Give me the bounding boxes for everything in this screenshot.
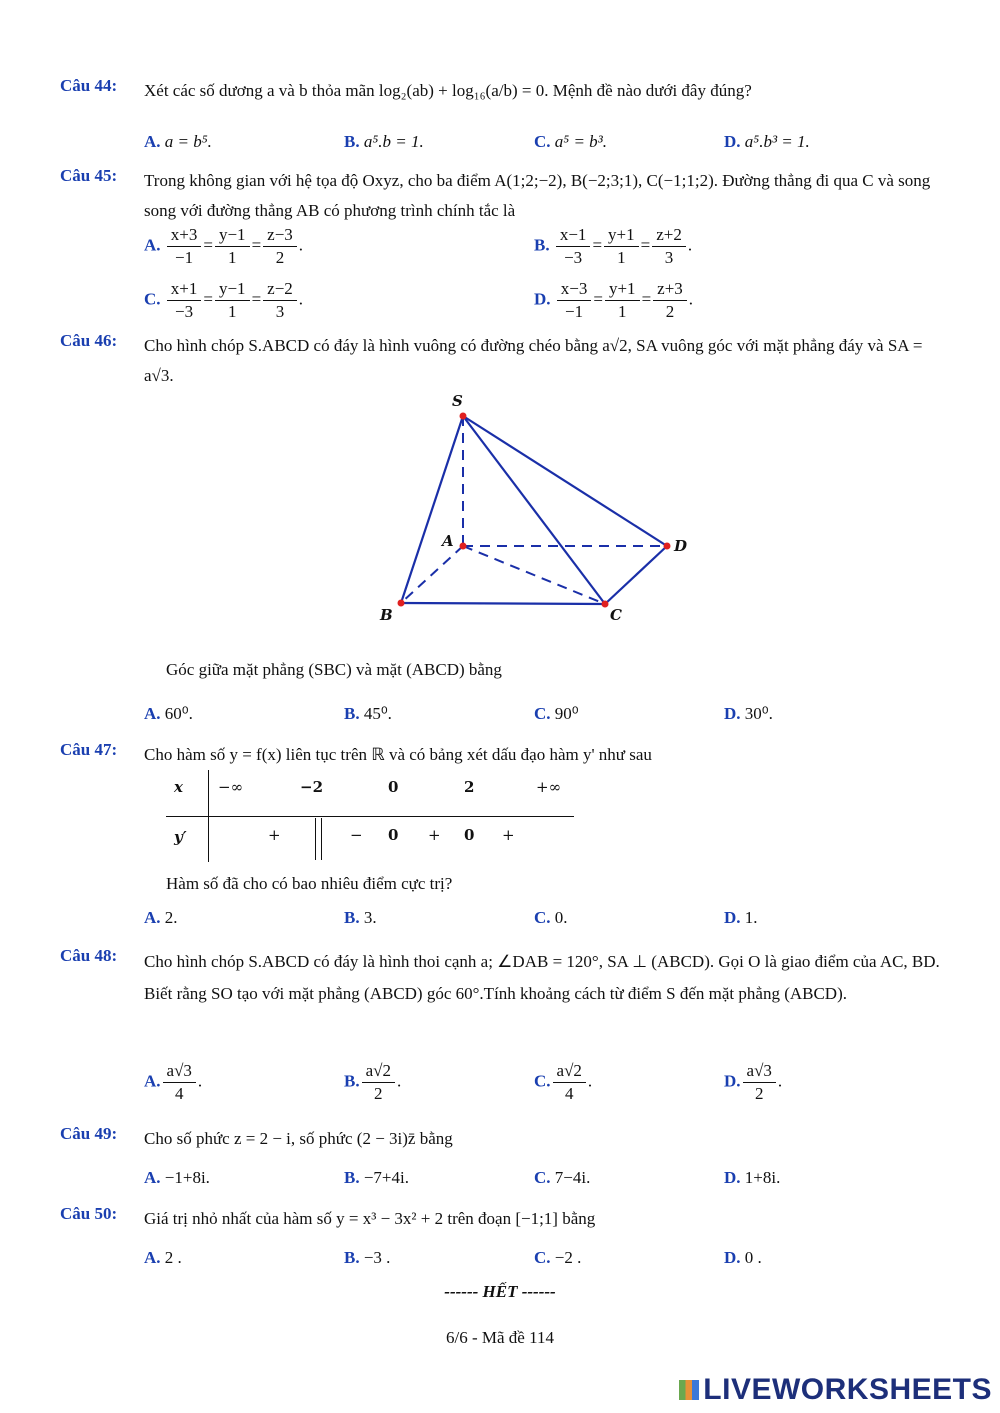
question-46-prompt: Góc giữa mặt phẳng (SBC) và mặt (ABCD) bằng	[166, 660, 502, 679]
option-a[interactable]: A. 2.	[144, 908, 178, 927]
label-c: C	[610, 606, 622, 624]
option-b[interactable]: B. 3.	[344, 908, 377, 927]
option-d[interactable]: D. $\frac{a√3}{2}$ .	[724, 1061, 783, 1103]
question-label: Câu 50:	[60, 1204, 118, 1223]
question-text: Cho số phức z = 2 − i, số phức (2 − 3i)z̄ bằng	[144, 1129, 453, 1148]
option-b[interactable]: B. −3 .	[344, 1248, 391, 1267]
option-d[interactable]: D. 1.	[724, 908, 758, 927]
option-a[interactable]: A. $\frac{a√3}{4}$ .	[144, 1061, 203, 1103]
option-c[interactable]: C. $\frac{a√2}{4}$ .	[534, 1061, 593, 1103]
row-label-x: x	[174, 778, 183, 796]
option-b[interactable]: B. −7+4i.	[344, 1168, 409, 1187]
sign: 0	[388, 826, 399, 844]
sign: +	[502, 826, 515, 844]
edge-bc	[401, 603, 605, 604]
question-label: Câu 47:	[60, 740, 118, 759]
option-b[interactable]: B. a⁵.b = 1.	[344, 132, 424, 151]
point-a	[460, 543, 467, 550]
options-48	[144, 1060, 944, 1112]
options-45-row1	[144, 224, 944, 274]
option-c[interactable]: C. a⁵ = b³.	[534, 132, 608, 151]
question-text: Cho hàm số y = f(x) liên tục trên ℝ và có bảng xét dấu đạo hàm y' như sau	[144, 745, 652, 764]
option-c[interactable]: C. 7−4i.	[534, 1168, 591, 1187]
label-d: D	[674, 537, 688, 555]
liveworksheets-logo: LIVEWORKSHEETS	[679, 1373, 992, 1407]
question-label: Câu 46:	[60, 331, 118, 350]
options-44	[144, 132, 944, 158]
sign: 0	[464, 826, 475, 844]
x-value: +∞	[536, 778, 562, 796]
label-s: S	[452, 392, 463, 410]
question-label: Câu 49:	[60, 1124, 118, 1143]
option-d[interactable]: D. a⁵.b³ = 1.	[724, 132, 810, 151]
option-d[interactable]: D. $\frac{x-3}{-1}$ = $\frac{y+1}{1}$ = $\frac{z+3}{2}$ .	[534, 279, 694, 321]
option-a[interactable]: A. −1+8i.	[144, 1168, 210, 1187]
options-47	[144, 908, 944, 934]
sign: +	[268, 826, 281, 844]
question-text: Cho hình chóp S.ABCD có đáy là hình vuông có đường chéo bằng a√2, SA vuông góc với mặt phẳng đáy và SA = a√3.	[144, 336, 923, 385]
pyramid-figure	[370, 388, 700, 628]
sign-table	[166, 770, 574, 862]
option-b[interactable]: B. $\frac{a√2}{2}$ .	[344, 1061, 402, 1103]
option-a[interactable]: A. 60⁰.	[144, 704, 193, 723]
option-d[interactable]: D. 1+8i.	[724, 1168, 781, 1187]
question-label: Câu 44:	[60, 76, 118, 95]
option-c[interactable]: C. −2 .	[534, 1248, 582, 1267]
options-50	[144, 1248, 944, 1274]
option-b[interactable]: B. 45⁰.	[344, 704, 392, 723]
row-label-y: y′	[174, 828, 187, 846]
x-value: 2	[464, 778, 475, 796]
option-c[interactable]: C. $\frac{x+1}{-3}$ = $\frac{y-1}{1}$ = $\frac{z-2}{3}$ .	[144, 279, 304, 321]
x-value: 0	[388, 778, 399, 796]
option-d[interactable]: D. 30⁰.	[724, 704, 773, 723]
label-b: B	[380, 606, 393, 624]
x-value: −2	[300, 778, 324, 796]
option-a[interactable]: A. $\frac{x+3}{-1}$ = $\frac{y-1}{1}$ = $\frac{z-3}{2}$ .	[144, 225, 304, 267]
options-46	[144, 704, 944, 730]
logo-icon	[679, 1380, 699, 1400]
question-text: Xét các số dương a và b thỏa mãn log₂(ab) + log₁₆(a/b) = 0. Mệnh đề nào dưới đây đúng?	[144, 81, 752, 100]
option-a[interactable]: A. 2 .	[144, 1248, 182, 1267]
sign: −	[350, 826, 363, 844]
question-text: Giá trị nhỏ nhất của hàm số y = x³ − 3x² + 2 trên đoạn [−1;1] bằng	[144, 1209, 596, 1228]
end-marker: ------ HẾT ------	[444, 1282, 556, 1301]
point-s	[460, 413, 467, 420]
edge-sd	[463, 416, 667, 546]
option-c[interactable]: C. 90⁰	[534, 704, 579, 723]
options-45-row2	[144, 278, 944, 328]
question-text: Cho hình chóp S.ABCD có đáy là hình thoi cạnh a; ∠DAB = 120°, SA ⊥ (ABCD). Gọi O là giao điểm của AC, BD. Biết rằng SO tạo với mặt phẳng (ABCD) góc 60°.Tính khoảng cách từ điểm S đến mặt phẳng (ABCD).	[144, 952, 940, 1003]
edge-cd	[605, 546, 667, 604]
question-label: Câu 45:	[60, 166, 118, 185]
question-text: Trong không gian với hệ tọa độ Oxyz, cho ba điểm A(1;2;−2), B(−2;3;1), C(−1;1;2). Đường thẳng đi qua C và song song với đường thẳng AB có phương trình chính tắc là	[144, 171, 931, 220]
point-b	[398, 600, 405, 607]
sign: +	[428, 826, 441, 844]
option-a[interactable]: A. a = b⁵.	[144, 132, 212, 151]
option-c[interactable]: C. 0.	[534, 908, 568, 927]
point-c	[602, 601, 609, 608]
label-a: A	[442, 532, 454, 550]
point-d	[664, 543, 671, 550]
x-value: −∞	[218, 778, 244, 796]
question-47-prompt: Hàm số đã cho có bao nhiêu điểm cực trị?	[166, 874, 453, 893]
page-footer: 6/6 - Mã đề 114	[446, 1328, 554, 1347]
question-label: Câu 48:	[60, 946, 118, 965]
option-d[interactable]: D. 0 .	[724, 1248, 762, 1267]
option-b[interactable]: B. $\frac{x-1}{-3}$ = $\frac{y+1}{1}$ = $\frac{z+2}{3}$ .	[534, 225, 693, 267]
options-49	[144, 1168, 944, 1194]
